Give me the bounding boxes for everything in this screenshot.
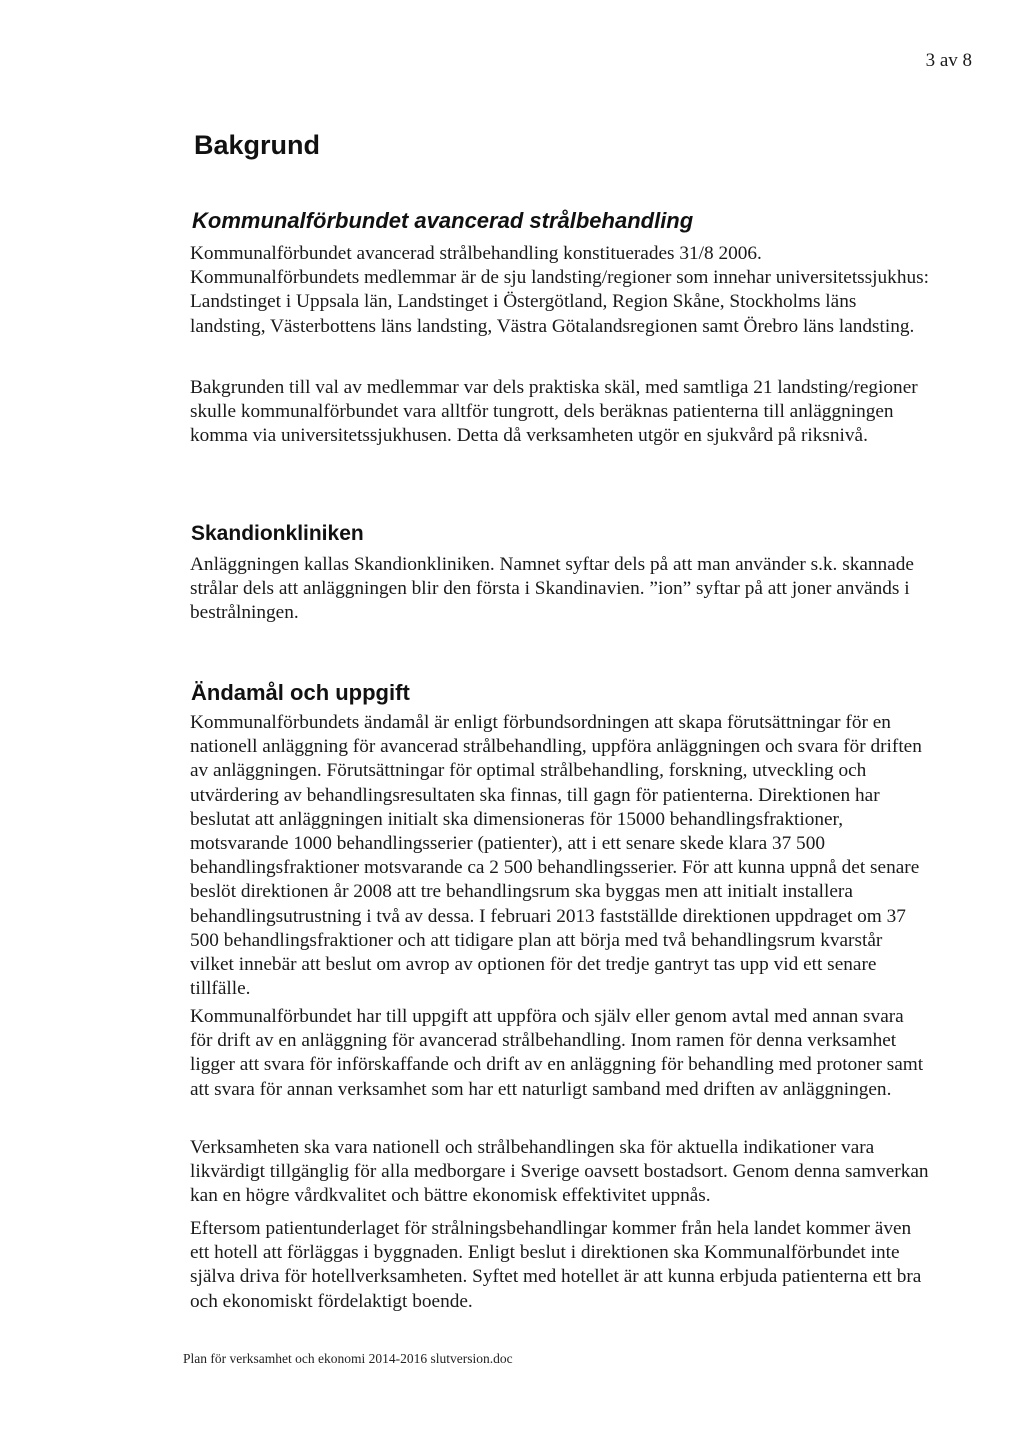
section-heading-kommunalforbundet: Kommunalförbundet avancerad strålbehandling — [192, 208, 694, 233]
section-heading-andamal: Ändamål och uppgift — [191, 680, 410, 705]
paragraph: Eftersom patientunderlaget för strålningsbehandlingar kommer från hela landet kommer även ett hotell att förläggas i byggnaden. Enligt beslut i direktionen ska Kommunalförbundet inte själva driva för hotellverksamheten. Syftet med hotellet är att kunna erbjuda patienterna ett bra och ekonomiskt fördelaktigt boende. — [190, 1218, 922, 1312]
paragraph: Anläggningen kallas Skandionkliniken. Namnet syftar dels på att man använder s.k. skannade strålar dels att anläggningen blir den första i Skandinavien. ”ion” syftar på att joner används i bestrålningen. — [190, 554, 914, 624]
paragraph: Kommunalförbundets ändamål är enligt förbundsordningen att skapa förutsättningar för en nationell anläggning för avancerad strålbehandling, uppföra anläggningen och svara för driften av anläggningen. Förutsättningar för optimal strålbehandling, forskning, utveckling och utvärdering av behandlingsresultaten ska finnas, till gagn för patienterna. Direktionen har beslutat att anläggningen initialt ska dimensioneras för 15000 behandlingsfraktioner, motsvarande 1000 behandlingsserier (patienter), att i ett senare skede klara 37 500 behandlingsfraktioner motsvarande ca 2 500 behandlingsserier. För att kunna uppnå det senare beslöt direktionen år 2008 att tre behandlingsrum ska byggas men att initialt installera behandlingsutrustning i två av dessa. I februari 2013 fastställde direktionen uppdraget om 37 500 behandlingsfraktioner och att tidigare plan att börja med två behandlingsrum kvarstår vilket innebär att beslut om avrop av optionen för det tredje gantryt tas upp vid ett senare tillfälle. — [190, 712, 922, 1000]
paragraph: Kommunalförbundet har till uppgift att uppföra och själv eller genom avtal med annan svara för drift av en anläggning för avancerad strålbehandling. Inom ramen för denna verksamhet ligger att svara för införskaffande och drift av en anläggning för behandling med protoner samt att svara för annan verksamhet som har ett naturligt samband med driften av anläggningen. — [190, 1006, 924, 1100]
section-heading-skandionkliniken: Skandionkliniken — [191, 522, 364, 545]
footer-filename: Plan för verksamhet och ekonomi 2014-2016 slutversion.doc — [183, 1351, 513, 1366]
paragraph: Kommunalförbundet avancerad strålbehandling konstituerades 31/8 2006. Kommunalförbundets medlemmar är de sju landsting/regioner som innehar universitetssjukhus: Landstinget i Uppsala län, Landstinget i Östergötland, Region Skåne, Stockholms läns landsting, Västerbottens läns landsting, Västra Götalandsregionen samt Örebro läns landsting. — [190, 243, 929, 337]
page-number: 3 av 8 — [925, 50, 972, 71]
page-title: Bakgrund — [194, 130, 321, 160]
paragraph: Bakgrunden till val av medlemmar var dels praktiska skäl, med samtliga 21 landsting/regioner skulle kommunalförbundet vara alltför tungrott, dels beräknas patienterna till anläggningen komma via universitetssjukhusen. Detta då verksamheten utgör en sjukvård på riksnivå. — [190, 377, 918, 447]
paragraph: Verksamheten ska vara nationell och strålbehandlingen ska för aktuella indikationer vara likvärdigt tillgänglig för alla medborgare i Sverige oavsett bostadsort. Genom denna samverkan kan en högre vårdkvalitet och bättre ekonomisk effektivitet uppnås. — [190, 1137, 929, 1207]
